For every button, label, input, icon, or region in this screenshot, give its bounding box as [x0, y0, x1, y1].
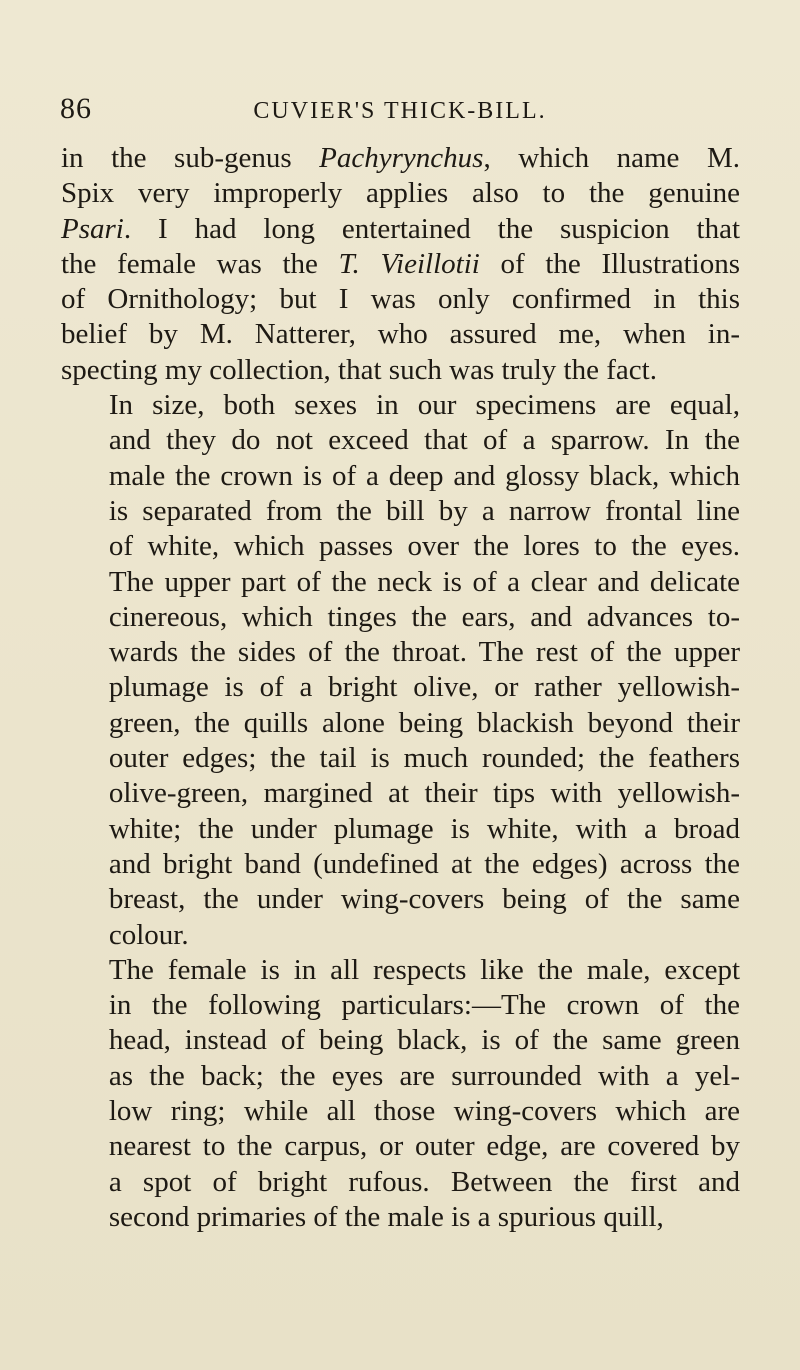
text-run: the female was the — [61, 247, 339, 280]
text-run: in the following particulars:—The crown of the — [108, 989, 740, 1022]
text-line — [61, 635, 740, 670]
text-run: In size, both sexes in our specimens are equal, — [108, 389, 740, 422]
text-line — [61, 1200, 740, 1235]
page-header — [60, 92, 740, 132]
text-run: of white, which passes over the lores to the eyes. — [108, 530, 740, 563]
paragraph — [61, 388, 740, 953]
text-run: plumage is of a bright olive, or rather yellowish- — [108, 671, 740, 704]
text-run: and bright band (undefined at the edges) across the — [108, 847, 740, 880]
text-run: wards the sides of the throat. The rest of the upper — [108, 636, 740, 669]
text-line — [61, 988, 740, 1023]
text-line — [61, 353, 740, 388]
body-text — [61, 141, 740, 1235]
text-run: head, instead of being black, is of the same green — [108, 1024, 740, 1057]
text-run: breast, the under wing-covers being of the same — [108, 883, 740, 916]
text-run: The female is in all respects like the male, except — [108, 953, 740, 986]
text-run: in the sub-genus — [61, 142, 320, 174]
text-line — [61, 600, 740, 635]
text-line — [61, 212, 740, 247]
text-run: Spix very improperly applies also to the genuine — [61, 177, 740, 210]
text-run: of the Illustrations — [479, 247, 741, 280]
text-run: is separated from the bill by a narrow frontal line — [108, 494, 740, 527]
text-run: of Ornithology; but I was only confirmed in this — [61, 283, 740, 316]
text-run: male the crown is of a deep and glossy black, which — [108, 459, 740, 492]
text-run: olive-green, margined at their tips with yellowish- — [108, 777, 740, 810]
text-line — [61, 282, 740, 317]
text-run: white; the under plumage is white, with a broad — [108, 812, 740, 845]
text-line — [61, 423, 740, 458]
text-run: The upper part of the neck is of a clear and delicate — [108, 565, 740, 598]
text-run: green, the quills alone being blackish beyond their — [108, 706, 740, 739]
text-run: cinereous, which tinges the ears, and advances to- — [108, 600, 740, 633]
italic-term: Psari — [61, 212, 124, 245]
text-run: and they do not exceed that of a sparrow. In the — [108, 424, 740, 457]
text-run: a spot of bright rufous. Between the first and — [108, 1165, 740, 1198]
text-run: second primaries of the male is a spurious quill, — [108, 1200, 664, 1233]
text-line — [61, 494, 740, 529]
page-number: 86 — [60, 92, 92, 125]
text-line — [61, 1094, 740, 1129]
text-run: nearest to the carpus, or outer edge, are covered by — [108, 1130, 740, 1163]
text-line — [61, 882, 740, 917]
text-line — [61, 1059, 740, 1094]
text-line — [61, 812, 740, 847]
text-line — [61, 1023, 740, 1058]
text-run: belief by M. Natterer, who assured me, when in- — [61, 318, 740, 351]
paragraph — [61, 953, 740, 1235]
text-line — [61, 459, 740, 494]
text-line — [61, 918, 740, 953]
text-line — [61, 141, 740, 176]
text-line — [61, 176, 740, 211]
text-run: colour. — [108, 918, 189, 951]
text-run: specting my collection, that such was truly the fact. — [61, 353, 657, 386]
text-run: . I had long entertained the suspicion that — [123, 212, 740, 245]
text-run: outer edges; the tail is much rounded; the feathers — [108, 742, 740, 775]
paragraph — [61, 141, 740, 388]
text-run: as the back; the eyes are surrounded with a yel- — [108, 1059, 740, 1092]
italic-term: Pachyrynchus — [319, 142, 484, 174]
text-line — [61, 1129, 740, 1164]
text-run: , which name M. — [483, 142, 740, 174]
text-line — [61, 317, 740, 352]
text-line — [61, 847, 740, 882]
text-line — [61, 670, 740, 705]
text-line — [61, 706, 740, 741]
running-head: CUVIER'S THICK-BILL. — [253, 98, 547, 124]
text-line — [61, 565, 740, 600]
text-line — [61, 1165, 740, 1200]
text-run: low ring; while all those wing-covers which are — [108, 1095, 740, 1128]
text-line — [61, 953, 740, 988]
text-line — [61, 247, 740, 282]
text-line — [61, 741, 740, 776]
text-line — [61, 776, 740, 811]
italic-term: T. Vieillotii — [338, 247, 480, 280]
text-line — [61, 388, 740, 423]
text-line — [61, 529, 740, 564]
